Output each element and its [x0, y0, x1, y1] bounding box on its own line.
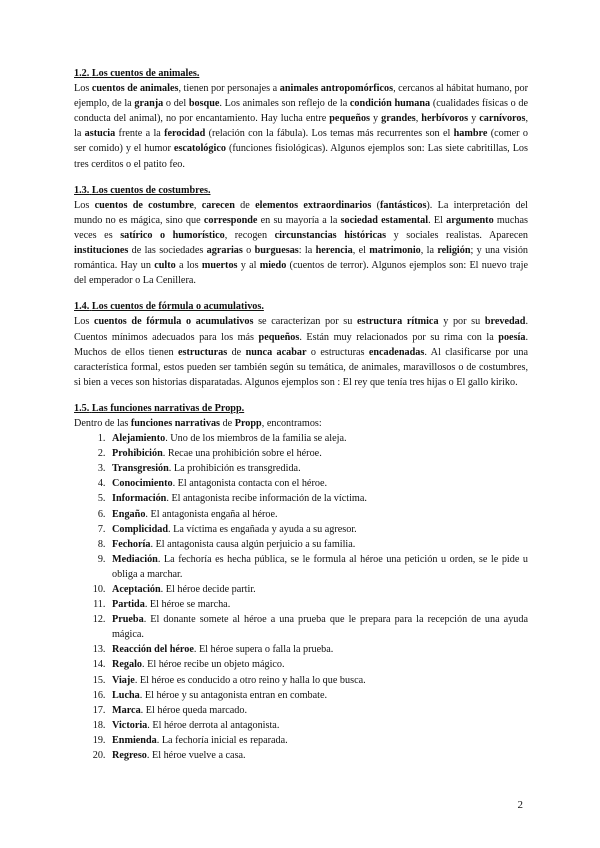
function-description: . El héroe vuelve a casa. — [146, 750, 246, 762]
text-run: o estructuras — [306, 346, 369, 358]
function-description: . El héroe recibe un objeto mágico. — [142, 659, 285, 671]
propp-functions-list — [74, 431, 528, 763]
bold-term: pequeños — [329, 113, 371, 125]
text-run: ). La interpretación del mundo no es mágica, sino que — [74, 199, 528, 226]
section-heading — [74, 183, 528, 198]
bold-term: cuentos de animales — [91, 83, 179, 95]
propp-function-item — [108, 673, 528, 688]
function-term: Engaño — [112, 508, 146, 520]
propp-function-item — [108, 642, 528, 657]
text-run: (funciones fisiológicas). Algunos ejemplos son: Las siete cabritillas, Los tres cerditos o el patito feo. — [74, 143, 528, 170]
propp-function-item — [108, 522, 528, 537]
text-run: o del — [163, 98, 189, 110]
text-run: (cualidades físicas o de conducta del animal), no por encantamiento. Hay lucha entre — [74, 98, 528, 125]
function-term: Prohibición — [112, 448, 163, 460]
bold-term: herencia — [315, 245, 353, 257]
propp-function-item — [108, 491, 528, 506]
text-run: , encontramos: — [261, 417, 322, 429]
section-heading — [74, 401, 528, 416]
heading-text: Los cuentos de animales. — [91, 68, 200, 79]
propp-function-item — [108, 507, 528, 522]
bold-term: fantásticos — [380, 199, 427, 211]
text-run: . Muchos de ellos tienen — [74, 331, 529, 358]
bold-term: estructuras — [178, 346, 228, 358]
text-run: ( — [371, 199, 380, 211]
propp-function-item — [108, 582, 528, 597]
text-run: de — [227, 346, 246, 358]
text-run: , tienen por personajes a — [178, 83, 280, 95]
text-run: , — [193, 199, 202, 211]
bold-term: herbívoros — [421, 113, 469, 125]
function-term: Mediación — [112, 553, 158, 565]
section-costumbres — [74, 183, 528, 289]
bold-term: sociedad estamental — [340, 214, 429, 226]
propp-function-item — [108, 688, 528, 703]
function-description: . El donante somete al héroe a una prueba que le prepara para la recepción de una ayuda mágica. — [112, 614, 528, 641]
text-run: . El — [428, 214, 447, 226]
heading-number: 1.2. — [74, 68, 90, 79]
text-run: , el — [352, 245, 370, 257]
heading-text: Los cuentos de fórmula o acumulativos. — [91, 301, 264, 313]
text-run: muchas veces es — [74, 214, 528, 241]
document-page — [74, 66, 528, 774]
heading-number: 1.4. — [74, 301, 90, 313]
bold-term: astucia — [84, 128, 116, 140]
function-description: . Recae una prohibición sobre el héroe. — [162, 448, 322, 460]
function-description: . La víctima es engañada y ayuda a su agresor. — [168, 523, 357, 535]
function-description: . El antagonista recibe información de la víctima. — [166, 493, 367, 505]
function-description: . El antagonista engaña al héroe. — [145, 508, 278, 520]
bold-term: bosque — [188, 98, 220, 110]
bold-term: poesía — [498, 331, 526, 343]
heading-text: Los cuentos de costumbres. — [91, 184, 211, 196]
text-run: . Cuentos mínimos adecuados para los más — [74, 316, 528, 343]
section-paragraph — [74, 314, 528, 389]
propp-function-item — [108, 476, 528, 491]
text-run: y — [468, 113, 480, 125]
bold-term: hambre — [453, 128, 488, 140]
bold-term: funciones narrativas — [130, 417, 221, 429]
bold-term: religión — [437, 245, 471, 257]
function-description: . El héroe derrota al antagonista. — [147, 719, 280, 731]
function-term: Fechoría — [112, 538, 151, 550]
propp-function-item — [108, 703, 528, 718]
bold-term: culto — [154, 260, 176, 272]
bold-term: pequeños — [258, 331, 300, 343]
section-propp — [74, 401, 528, 763]
bold-term: condición humana — [349, 98, 431, 110]
section-paragraph — [74, 81, 528, 172]
function-term: Regreso — [112, 750, 147, 762]
bold-term: carecen — [201, 199, 235, 211]
section-formula — [74, 299, 528, 390]
text-run: , — [415, 113, 422, 125]
text-run: , la — [74, 113, 528, 140]
text-run: y sociales realistas. Aparecen — [386, 229, 528, 241]
page-number: 2 — [517, 799, 523, 811]
text-run: Los — [74, 83, 92, 95]
bold-term: burguesas — [254, 245, 299, 257]
function-term: Aceptación — [112, 584, 161, 595]
bold-term: granja — [134, 98, 164, 110]
propp-function-item — [108, 718, 528, 733]
heading-text: Las funciones narrativas de Propp. — [91, 402, 245, 414]
bold-term: cuentos de costumbre — [94, 199, 194, 211]
text-run: Dentro de las — [74, 417, 131, 429]
bold-term: nunca acabar — [245, 346, 307, 358]
propp-function-item — [108, 748, 528, 763]
function-term: Regalo — [112, 659, 142, 671]
function-term: Enmienda — [112, 734, 157, 746]
text-run: (relación con la fábula). Los temas más recurrentes son el — [205, 128, 454, 140]
propp-function-item — [108, 733, 528, 748]
bold-term: brevedad — [484, 316, 526, 328]
function-description: . La fechoría inicial es reparada. — [156, 734, 288, 746]
text-run: se caracterizan por su — [253, 316, 357, 328]
function-description: . Uno de los miembros de la familia se aleja. — [165, 433, 347, 445]
bold-term: cuentos de fórmula o acumulativos — [93, 316, 254, 328]
text-run: frente a la — [115, 128, 165, 140]
text-run: . Al clasificarse por una característica formal, estos pueden ser también según su temática, de animales, maravillosos o de costumbres, si bien a veces son historias disparatadas. Algunos ejemplos son : El rey que tenía tres hijas o El gallo kiriko. — [74, 346, 529, 388]
bold-term: miedo — [259, 260, 287, 272]
text-run: a los — [175, 260, 202, 272]
section-heading — [74, 66, 528, 81]
function-term: Complicidad — [112, 523, 169, 535]
propp-function-item — [108, 537, 528, 552]
text-run: o — [242, 245, 255, 257]
section-heading — [74, 299, 528, 314]
text-run: Los — [74, 316, 94, 328]
propp-function-item — [108, 612, 528, 642]
function-term: Partida — [112, 599, 145, 611]
propp-function-item — [108, 597, 528, 612]
bold-term: grandes — [381, 113, 416, 125]
bold-term: muertos — [201, 260, 238, 272]
function-description: . El héroe decide partir. — [160, 584, 256, 595]
propp-function-item — [108, 431, 528, 446]
text-run: . Los animales son reflejo de la — [219, 98, 350, 110]
function-description: . El héroe es conducido a otro reino y halla lo que busca. — [134, 674, 366, 686]
bold-term: encadenadas — [368, 346, 425, 358]
function-description: . El antagonista causa algún perjuicio a su familia. — [150, 538, 356, 550]
text-run: (comer o ser comido) y el humor — [74, 128, 528, 155]
function-description: . El héroe queda marcado. — [140, 704, 248, 716]
text-run: , cercanos al hábitat humano, por ejemplo, de la — [74, 83, 529, 110]
text-run: . Están muy relacionados por su rima con la — [299, 331, 499, 343]
bold-term: satírico o humorístico — [120, 229, 225, 241]
function-description: . El héroe se marcha. — [144, 599, 231, 611]
propp-function-item — [108, 657, 528, 672]
bold-term: argumento — [446, 214, 494, 226]
bold-term: carnívoros — [479, 113, 526, 125]
function-term: Prueba — [112, 614, 144, 626]
function-term: Transgresión — [112, 463, 169, 475]
function-description: . El héroe supera o falla la prueba. — [193, 644, 334, 656]
function-term: Victoria — [112, 719, 148, 731]
function-description: . La prohibición es transgredida. — [168, 463, 301, 475]
function-description: . El antagonista contacta con el héroe. — [172, 478, 328, 490]
bold-term: animales antropomórficos — [279, 83, 394, 95]
propp-function-item — [108, 446, 528, 461]
bold-term: agrarias — [206, 245, 243, 257]
function-description: . El héroe y su antagonista entran en combate. — [139, 689, 328, 701]
bold-term: instituciones — [74, 245, 129, 257]
section-paragraph — [74, 198, 528, 289]
text-run: de — [220, 417, 235, 429]
text-run: (cuentos de terror). Algunos ejemplos son: El nuevo traje del emperador o La Cenillera. — [74, 260, 528, 287]
function-term: Reacción del héroe — [112, 644, 194, 656]
bold-term: elementos extraordinarios — [255, 199, 372, 211]
function-term: Conocimiento — [112, 478, 173, 490]
text-run: y al — [237, 260, 260, 272]
function-description: . La fechoría es hecha pública, se le formula al héroe una petición u orden, se le pide u obliga a marchar. — [112, 553, 528, 580]
bold-term: matrimonio — [369, 245, 421, 257]
propp-function-item — [108, 461, 528, 476]
text-run: Los — [74, 199, 95, 211]
section-animales — [74, 66, 528, 172]
bold-term: circunstancias históricas — [274, 229, 387, 241]
text-run: y por su — [438, 316, 485, 328]
text-run: ; y una visión romántica. Hay un — [74, 245, 529, 272]
text-run: de — [234, 199, 256, 211]
bold-term: Propp — [234, 417, 262, 429]
function-term: Lucha — [112, 689, 140, 701]
bold-term: ferocidad — [164, 128, 206, 140]
bold-term: corresponde — [203, 214, 258, 226]
text-run: , la — [420, 245, 438, 257]
function-term: Información — [112, 493, 167, 505]
function-term: Marca — [112, 704, 141, 716]
function-term: Viaje — [112, 674, 135, 686]
propp-intro — [74, 416, 528, 431]
function-term: Alejamiento — [112, 433, 166, 445]
text-run: , recogen — [224, 229, 275, 241]
bold-term: escatológico — [173, 143, 226, 155]
text-run: : la — [298, 245, 316, 257]
heading-number: 1.5. — [74, 402, 90, 414]
text-run: y — [370, 113, 382, 125]
heading-number: 1.3. — [74, 184, 90, 196]
propp-function-item — [108, 552, 528, 582]
text-run: de las sociedades — [128, 245, 207, 257]
text-run: en su mayoría a la — [257, 214, 341, 226]
bold-term: estructura rítmica — [356, 316, 439, 328]
